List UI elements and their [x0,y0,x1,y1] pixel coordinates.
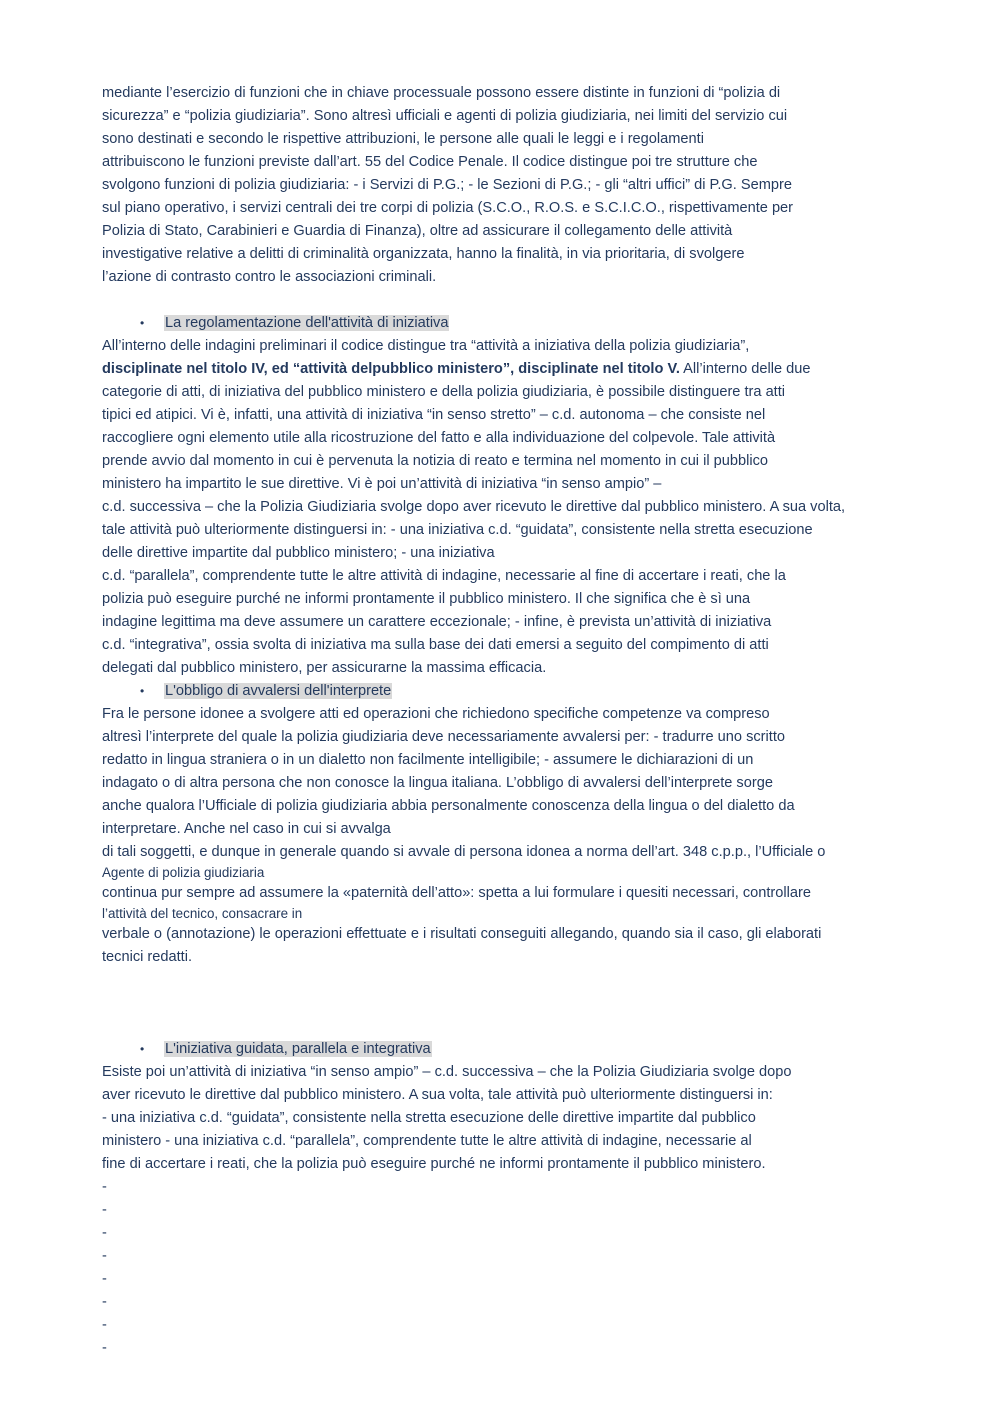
text-line: ministero - una iniziativa c.d. “parallela”, comprendente tutte le altre attività di indagine, necessarie al [102,1133,752,1149]
text-line: continua pur sempre ad assumere la «paternità dell’atto»: spetta a lui formulare i quesiti necessari, controllare [102,885,811,901]
text-line: fine di accertare i reati, che la polizia può eseguire purché ne informi prontamente il pubblico ministero. [102,1156,766,1172]
text-line: aver ricevuto le direttive dal pubblico ministero. A sua volta, tale attività può ulteriormente distinguersi in: [102,1087,773,1103]
paragraph-1 [102,82,912,289]
text-line: l’attività del tecnico, consacrare in [102,906,303,921]
text-line: redatto in lingua straniera o in un dialetto non facilmente intelligibile; - assumere le dichiarazioni di un [102,752,754,768]
dash-line: - [102,1248,107,1264]
text-line [102,358,912,381]
spacer [102,969,912,1015]
bullet-icon: • [140,1042,145,1056]
text-line: categorie di atti, di iniziativa del pubblico ministero e della polizia giudiziaria, è possibile distinguere tra atti [102,384,786,400]
text-line: interpretare. Anche nel caso in cui si avvalga [102,821,391,837]
text-line: attribuiscono le funzioni previste dall’art. 55 del Codice Penale. Il codice distingue poi tre strutture che [102,154,758,170]
spacer [102,1015,912,1038]
text-line: sicurezza” e “polizia giudiziaria”. Sono altresì ufficiali e agenti di polizia giudiziaria, nei limiti del servizio cui [102,108,788,124]
text-line: indagine legittima ma deve assumere un carattere eccezionale; - infine, è prevista un’attività di iniziativa [102,614,772,630]
text-line: c.d. “parallela”, comprendente tutte le altre attività di indagine, necessarie al fine di accertare i reati, che la [102,568,786,584]
text-line: indagato o di altra persona che non conosce la lingua italiana. L’obbligo di avvalersi dell’interprete sorge [102,775,773,791]
text-line: Esiste poi un’attività di iniziativa “in senso ampio” – c.d. successiva – che la Polizia Giudiziaria svolge dopo [102,1064,792,1080]
bullet-icon: • [140,316,145,330]
section-heading [102,312,912,335]
dash-line: - [102,1225,107,1241]
section-iniziativa [102,1038,912,1360]
text-line: l’azione di contrasto contro le associazioni criminali. [102,269,437,285]
section-interprete [102,680,912,969]
dash-line: - [102,1179,107,1195]
text-line: delle direttive impartite dal pubblico ministero; - una iniziativa [102,545,495,561]
text-line: verbale o (annotazione) le operazioni effettuate e i risultati conseguiti allegando, quando sia il caso, gli elaborati [102,926,822,942]
bold-text: disciplinate nel titolo IV, ed “attività delpubblico ministero”, disciplinate nel titolo V. [102,361,680,377]
text-span: All’interno delle due [679,361,811,377]
dash-line: - [102,1271,107,1287]
dash-line: - [102,1294,107,1310]
text-line: mediante l’esercizio di funzioni che in chiave processuale possono essere distinte in funzioni di “polizia di [102,85,781,101]
text-line: Agente di polizia giudiziaria [102,865,265,880]
text-line: svolgono funzioni di polizia giudiziaria: - i Servizi di P.G.; - le Sezioni di P.G.; - gli “altri uffici” di P.G. Sempre [102,177,792,193]
text-line: tale attività può ulteriormente distinguersi in: - una iniziativa c.d. “guidata”, consistente nella stretta esecuzione [102,522,813,538]
text-line: raccogliere ogni elemento utile alla ricostruzione del fatto e alla individuazione del colpevole. Tale attività [102,430,776,446]
text-line: di tali soggetti, e dunque in generale quando si avvale di persona idonea a norma dell’art. 348 c.p.p., l’Ufficiale o [102,844,826,860]
text-line: ministero ha impartito le sue direttive. Vi è poi un’attività di iniziativa “in senso ampio” – [102,476,662,492]
section-heading-text: L'iniziativa guidata, parallela e integrativa [165,1041,431,1057]
text-line: polizia può eseguire purché ne informi prontamente il pubblico ministero. Il che significa che è sì una [102,591,751,607]
text-line: delegati dal pubblico ministero, per assicurarne la massima efficacia. [102,660,547,676]
text-line: c.d. successiva – che la Polizia Giudiziaria svolge dopo aver ricevuto le direttive dal pubblico ministero. A sua volta, [102,499,846,515]
text-line: prende avvio dal momento in cui è pervenuta la notizia di reato e termina nel momento in cui il pubblico [102,453,769,469]
text-line: Polizia di Stato, Carabinieri e Guardia di Finanza), oltre ad assicurare il collegamento delle attività [102,223,733,239]
dash-line: - [102,1317,107,1333]
section-heading-text: La regolamentazione dell'attività di iniziativa [165,315,449,331]
text-line: sul piano operativo, i servizi centrali dei tre corpi di polizia (S.C.O., R.O.S. e S.C.I.C.O., rispettivamente per [102,200,794,216]
text-line: altresì l’interprete del quale la polizia giudiziaria deve necessariamente avvalersi per: - tradurre uno scritto [102,729,786,745]
bullet-icon: • [140,684,145,698]
text-line: tecnici redatti. [102,949,193,965]
text-line: c.d. “integrativa”, ossia svolta di iniziativa ma sulla base dei dati emersi a seguito del compimento di atti [102,637,769,653]
text-line: Fra le persone idonee a svolgere atti ed operazioni che richiedono specifiche competenze va compreso [102,706,770,722]
dash-line: - [102,1202,107,1218]
text-line: tipici ed atipici. Vi è, infatti, una attività di iniziativa “in senso stretto” – c.d. autonoma – che consiste nel [102,407,766,423]
section-heading-text: L'obbligo di avvalersi dell'interprete [165,683,392,699]
text-line: investigative relative a delitti di criminalità organizzata, hanno la finalità, in via prioritaria, di svolgere [102,246,745,262]
dash-line: - [102,1340,107,1356]
text-line: All’interno delle indagini preliminari il codice distingue tra “attività a iniziativa della polizia giudiziaria”, [102,338,750,354]
text-line: sono destinati e secondo le rispettive attribuzioni, le persone alle quali le leggi e i regolamenti [102,131,704,147]
document-page [102,82,912,1360]
section-heading [102,680,912,703]
spacer [102,289,912,312]
text-line: - una iniziativa c.d. “guidata”, consistente nella stretta esecuzione delle direttive impartite dal pubblico [102,1110,756,1126]
section-regolamentazione [102,312,912,680]
text-line: anche qualora l’Ufficiale di polizia giudiziaria abbia personalmente conoscenza della lingua o del dialetto da [102,798,795,814]
section-heading [102,1038,912,1061]
